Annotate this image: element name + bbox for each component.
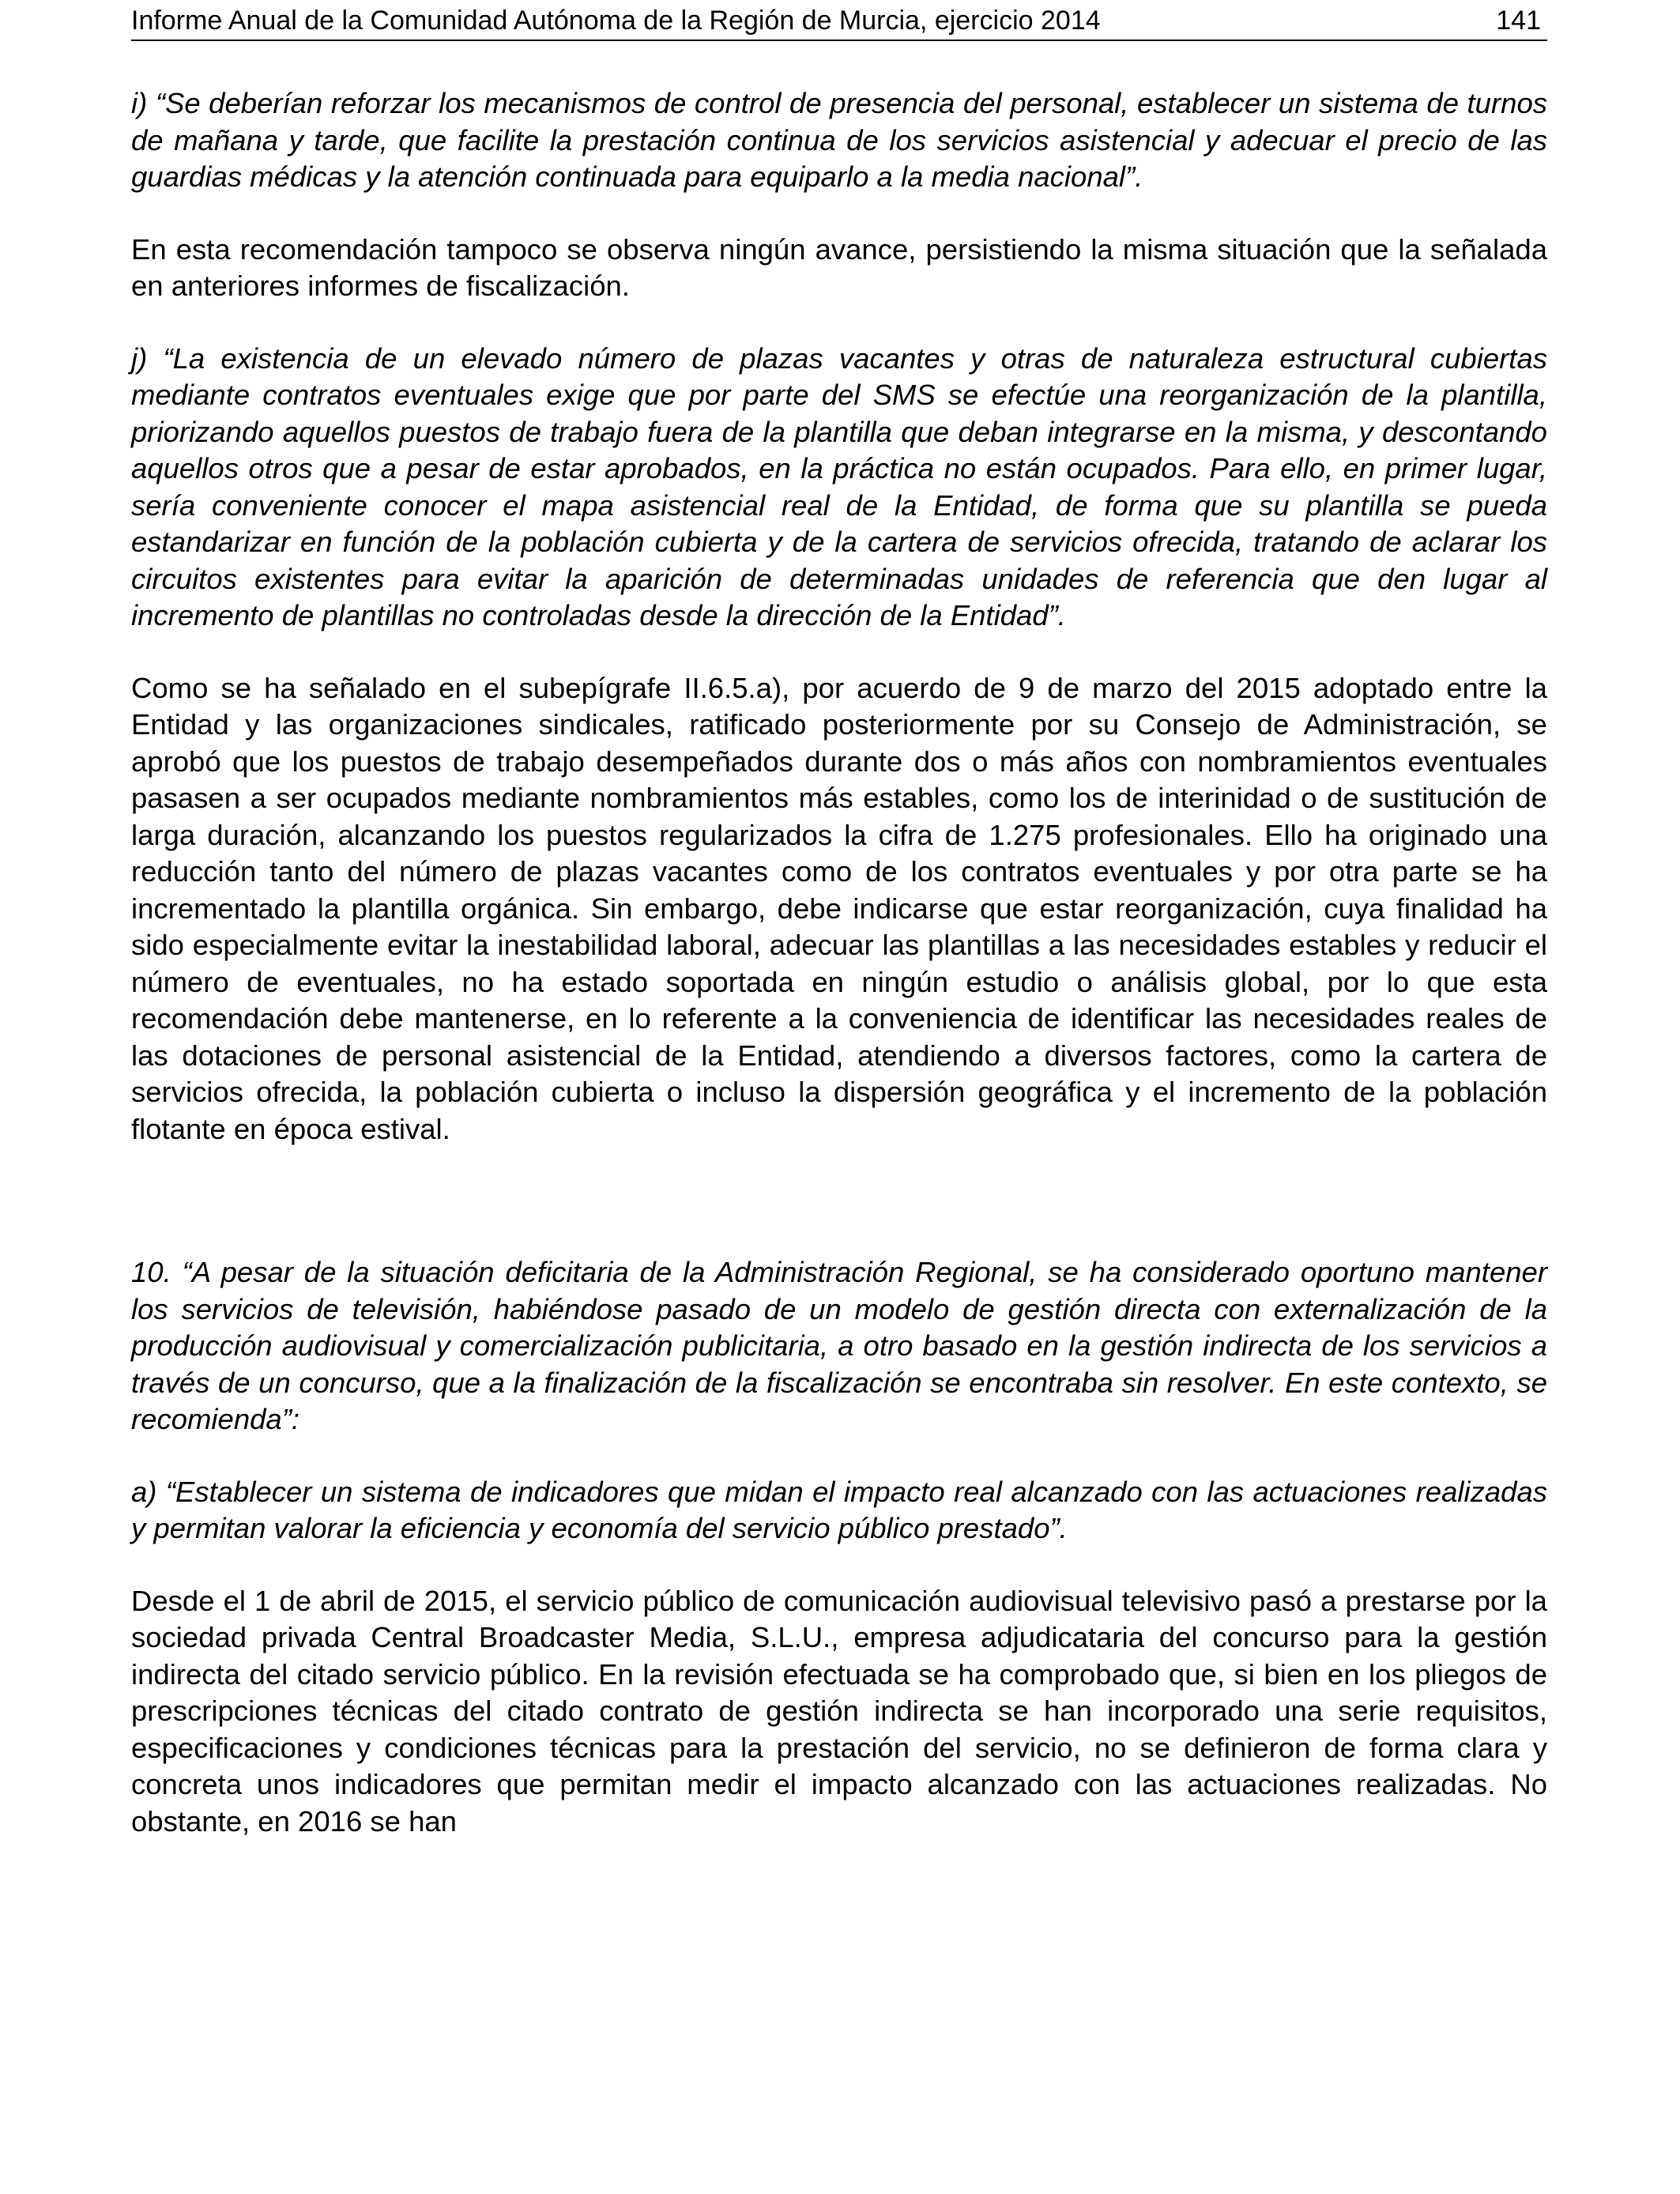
recommendation-j-assessment: Como se ha señalado en el subepígrafe II.6.5.a), por acuerdo de 9 de marzo del 2015 adoptado entre la Entidad y las organizaciones sindicales, ratificado posteriormente por su Consejo de Administración, se aprobó que los puestos de trabajo desempeñados durante dos o más años con nombramientos eventuales pasasen a ser ocupados mediante nombramientos más estables, como los de interinidad o de sustitución de larga duración, alcanzando los puestos regularizados la cifra de 1.275 profesionales. Ello ha originado una reducción tanto del número de plazas vacantes como de los contratos eventuales y por otra parte se ha incrementado la plantilla orgánica. Sin embargo, debe indicarse que estar reorganización, cuya finalidad ha sido especialmente evitar la inestabilidad laboral, adecuar las plantillas a las necesidades estables y reducir el número de eventuales, no ha estado soportada en ningún estudio o análisis global, por lo que esta recomendación debe mantenerse, en lo referente a la conveniencia de identificar las necesidades reales de las dotaciones de personal asistencial de la Entidad, atendiendo a diversos factores, como la cartera de servicios ofrecida, la población cubierta o incluso la dispersión geográfica y el incremento de la población flotante en época estival.: [131, 671, 1547, 1145]
section-spacer: [131, 1183, 1547, 1254]
page-number: 141: [1496, 6, 1541, 36]
document-body: [131, 85, 1547, 1875]
recommendation-i-quote: i) “Se deberían reforzar los mecanismos de control de presencia del personal, establecer un sistema de turnos de mañana y tarde, que facilite la prestación continua de los servicios asistencial y adecuar el precio de las guardias médicas y la atención continuada para equiparlo a la media nacional”.: [131, 87, 1547, 193]
report-title: Informe Anual de la Comunidad Autónoma de la Región de Murcia, ejercicio 2014: [131, 6, 1101, 36]
recommendation-j-quote: j) “La existencia de un elevado número de plazas vacantes y otras de naturaleza estructural cubiertas mediante contratos eventuales exige que por parte del SMS se efectúe una reorganización de la plantilla, priorizando aquellos puestos de trabajo fuera de la plantilla que deban integrarse en la misma, y descontando aquellos otros que a pesar de estar aprobados, en la práctica no están ocupados. Para ello, en primer lugar, sería conveniente conocer el mapa asistencial real de la Entidad, de forma que su plantilla se pueda estandarizar en función de la población cubierta y de la cartera de servicios ofrecida, tratando de aclarar los circuitos existentes para evitar la aparición de determinadas unidades de referencia que den lugar al incremento de plantillas no controladas desde la dirección de la Entidad”.: [131, 341, 1547, 631]
recommendation-10a-quote: a) “Establecer un sistema de indicadores que midan el impacto real alcanzado con las actuaciones realizadas y permitan valorar la eficiencia y economía del servicio público prestado”.: [131, 1475, 1547, 1544]
recommendation-10-quote: 10. “A pesar de la situación deficitaria de la Administración Regional, se ha considerado oportuno mantener los servicios de televisión, habiéndose pasado de un modelo de gestión directa con externalización de la producción audiovisual y comercialización publicitaria, a otro basado en la gestión indirecta de los servicios a través de un concurso, que a la finalización de la fiscalización se encontraba sin resolver. En este contexto, se recomienda”:: [131, 1256, 1547, 1435]
recommendation-i-assessment: En esta recomendación tampoco se observa ningún avance, persistiendo la misma situación que la señalada en anteriores informes de fiscalización.: [131, 232, 1547, 302]
recommendation-10a-assessment: Desde el 1 de abril de 2015, el servicio público de comunicación audiovisual televisivo pasó a prestarse por la sociedad privada Central Broadcaster Media, S.L.U., empresa adjudicataria del concurso para la gestión indirecta del citado servicio público. En la revisión efectuada se ha comprobado que, si bien en los pliegos de prescripciones técnicas del citado contrato de gestión indirecta se han incorporado una serie requisitos, especificaciones y condiciones técnicas para la prestación del servicio, no se definieron de forma clara y concreta unos indicadores que permitan medir el impacto alcanzado con las actuaciones realizadas. No obstante, en 2016 se han: [131, 1584, 1547, 1838]
page-header: [131, 3, 1547, 41]
